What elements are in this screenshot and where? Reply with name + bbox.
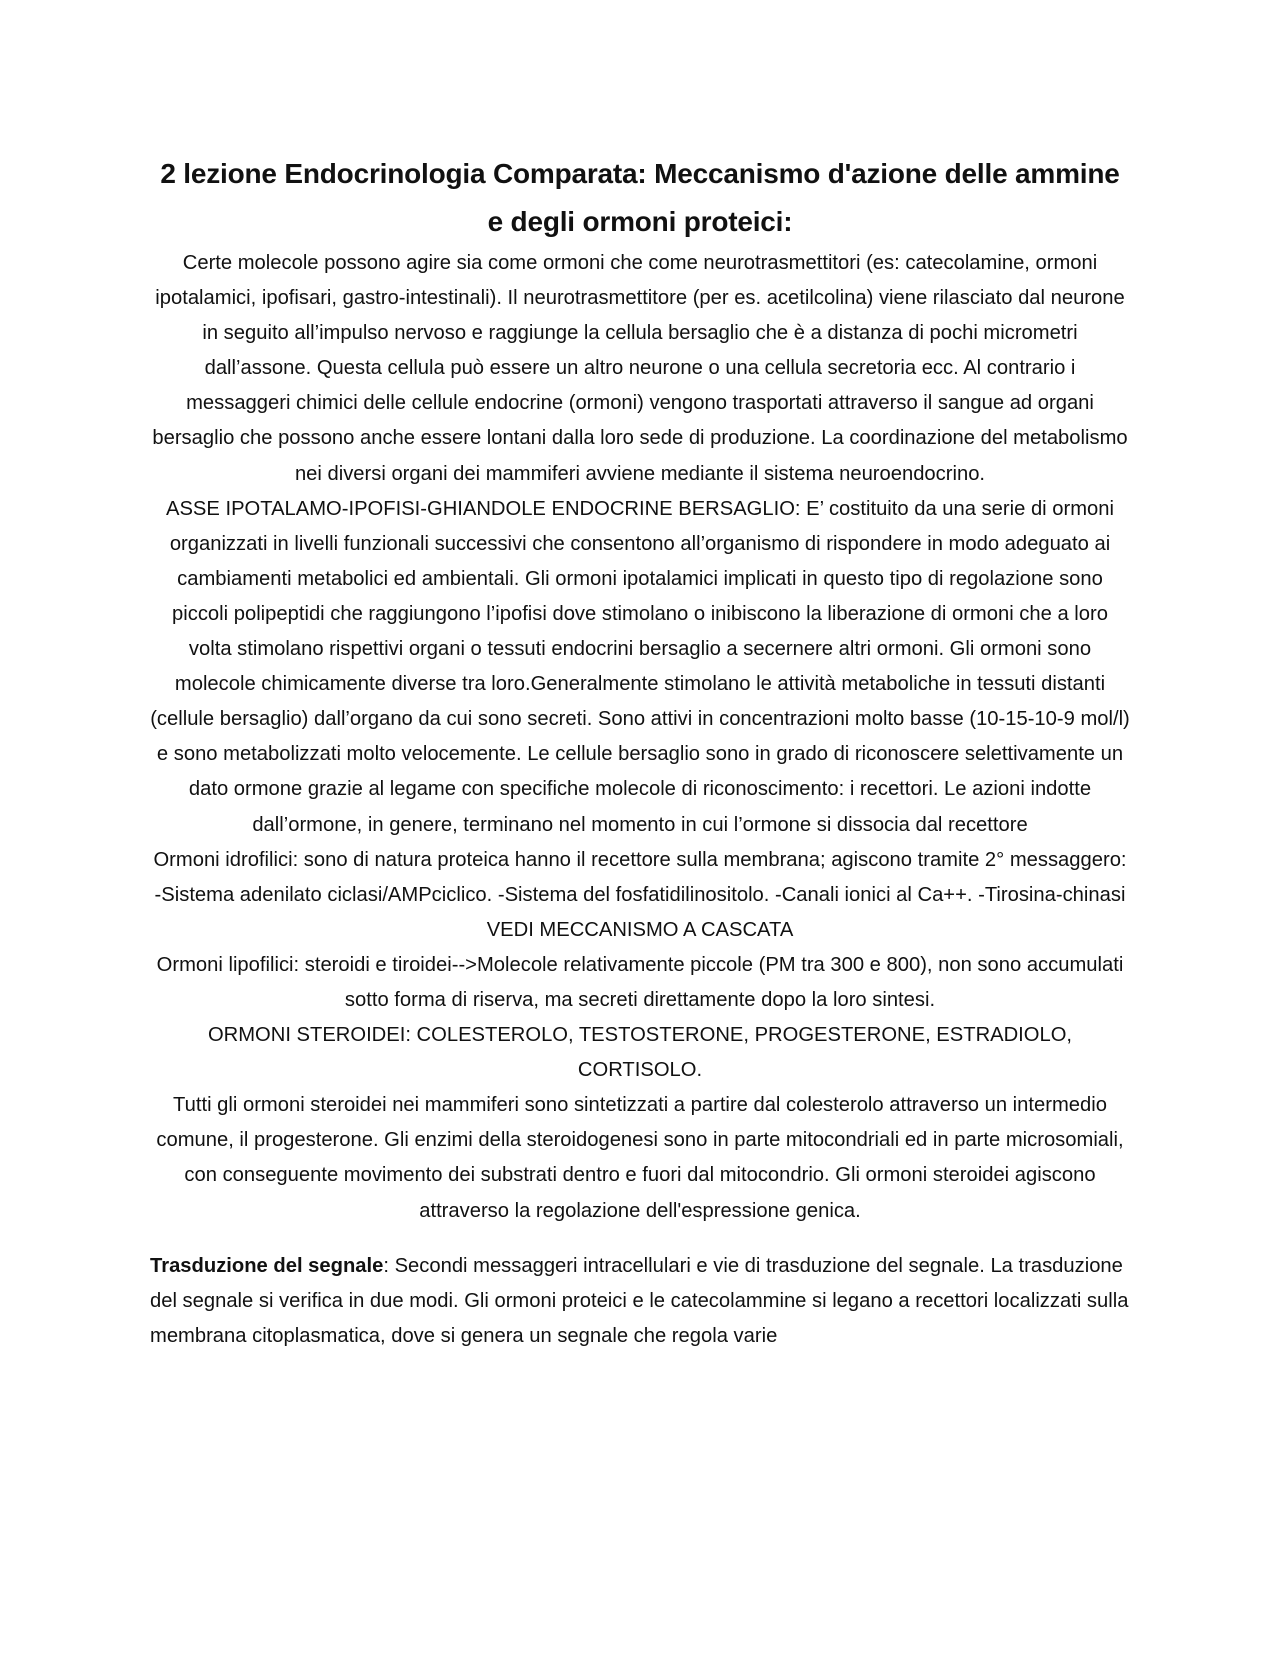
document-page bbox=[150, 150, 1130, 1354]
paragraph-hydrophilic-hormones: Ormoni idrofilici: sono di natura proteica hanno il recettore sulla membrana; agiscono tramite 2° messaggero: -Sistema adenilato ciclasi/AMPciclico. -Sistema del fosfatidilinositolo. -Canali ionici al Ca++. -Tirosina-chinasi bbox=[153, 848, 1127, 906]
signal-transduction-heading: Trasduzione del segnale bbox=[150, 1254, 384, 1277]
paragraph-steroid-list: ORMONI STEROIDEI: COLESTEROLO, TESTOSTERONE, PROGESTERONE, ESTRADIOLO, CORTISOLO. bbox=[207, 1024, 1073, 1082]
signal-transduction-text: : Secondi messaggeri intracellulari e vie di trasduzione del segnale. La trasduzione del segnale si verifica in due modi. Gli ormoni proteici e le catecolammine si legano a recettori localizzati sulla membrana citoplasmatica, dove si genera un segnale che regola varie bbox=[150, 1254, 1129, 1347]
paragraph-cascade-note: VEDI MECCANISMO A CASCATA bbox=[486, 918, 794, 941]
paragraph-neurotransmitters: Certe molecole possono agire sia come ormoni che come neurotrasmettitori (es: catecolamine, ormoni ipotalamici, ipofisari, gastro-intestinali). Il neurotrasmettitore (per es. acetilcolina) viene rilasciato dal neurone in seguito all’impulso nervoso e raggiunge la cellula bersaglio che è a distanza di pochi micrometri dall’assone. Questa cellula può essere un altro neurone o una cellula secretoria ecc. Al contrario i messaggeri chimici delle cellule endocrine (ormoni) vengono trasportati attraverso il sangue ad organi bersaglio che possono anche essere lontani dalla loro sede di produzione. La coordinazione del metabolismo nei diversi organi dei mammiferi avviene mediante il sistema neuroendocrino. bbox=[152, 252, 1128, 485]
paragraph-steroid-synthesis: Tutti gli ormoni steroidei nei mammiferi sono sintetizzati a partire dal colesterolo attraverso un intermedio comune, il progesterone. Gli enzimi della steroidogenesi sono in parte mitocondriali ed in parte microsomiali, con conseguente movimento dei substrati dentro e fuori dal mitocondrio. Gli ormoni steroidei agiscono attraverso la regolazione dell'espressione genica. bbox=[156, 1094, 1124, 1222]
paragraph-signal-transduction bbox=[150, 1249, 1130, 1354]
paragraph-lipophilic-hormones: Ormoni lipofilici: steroidi e tiroidei-->Molecole relativamente piccole (PM tra 300 e 800), non sono accumulati sotto forma di riserva, ma secreti direttamente dopo la loro sintesi. bbox=[156, 953, 1124, 1011]
paragraph-hypothalamic-axis: ASSE IPOTALAMO-IPOFISI-GHIANDOLE ENDOCRINE BERSAGLIO: E’ costituito da una serie di ormoni organizzati in livelli funzionali successivi che consentono all’organismo di rispondere in modo adeguato ai cambiamenti metabolici ed ambientali. Gli ormoni ipotalamici implicati in questo tipo di regolazione sono piccoli polipeptidi che raggiungono l’ipofisi dove stimolano o inibiscono la liberazione di ormoni che a loro volta stimolano rispettivi organi o tessuti endocrini bersaglio a secernere altri ormoni. Gli ormoni sono molecole chimicamente diverse tra loro.Generalmente stimolano le attività metaboliche in tessuti distanti (cellule bersaglio) dall’organo da cui sono secreti. Sono attivi in concentrazioni molto basse (10-15-10-9 mol/l) e sono metabolizzati molto velocemente. Le cellule bersaglio sono in grado di riconoscere selettivamente un dato ormone grazie al legame con specifiche molecole di riconoscimento: i recettori. Le azioni indotte dall’ormone, in genere, terminano nel momento in cui l’ormone si dissocia dal recettore bbox=[150, 497, 1130, 836]
document-title: 2 lezione Endocrinologia Comparata: Meccanismo d'azione delle ammine e degli ormoni proteici: bbox=[160, 158, 1120, 237]
